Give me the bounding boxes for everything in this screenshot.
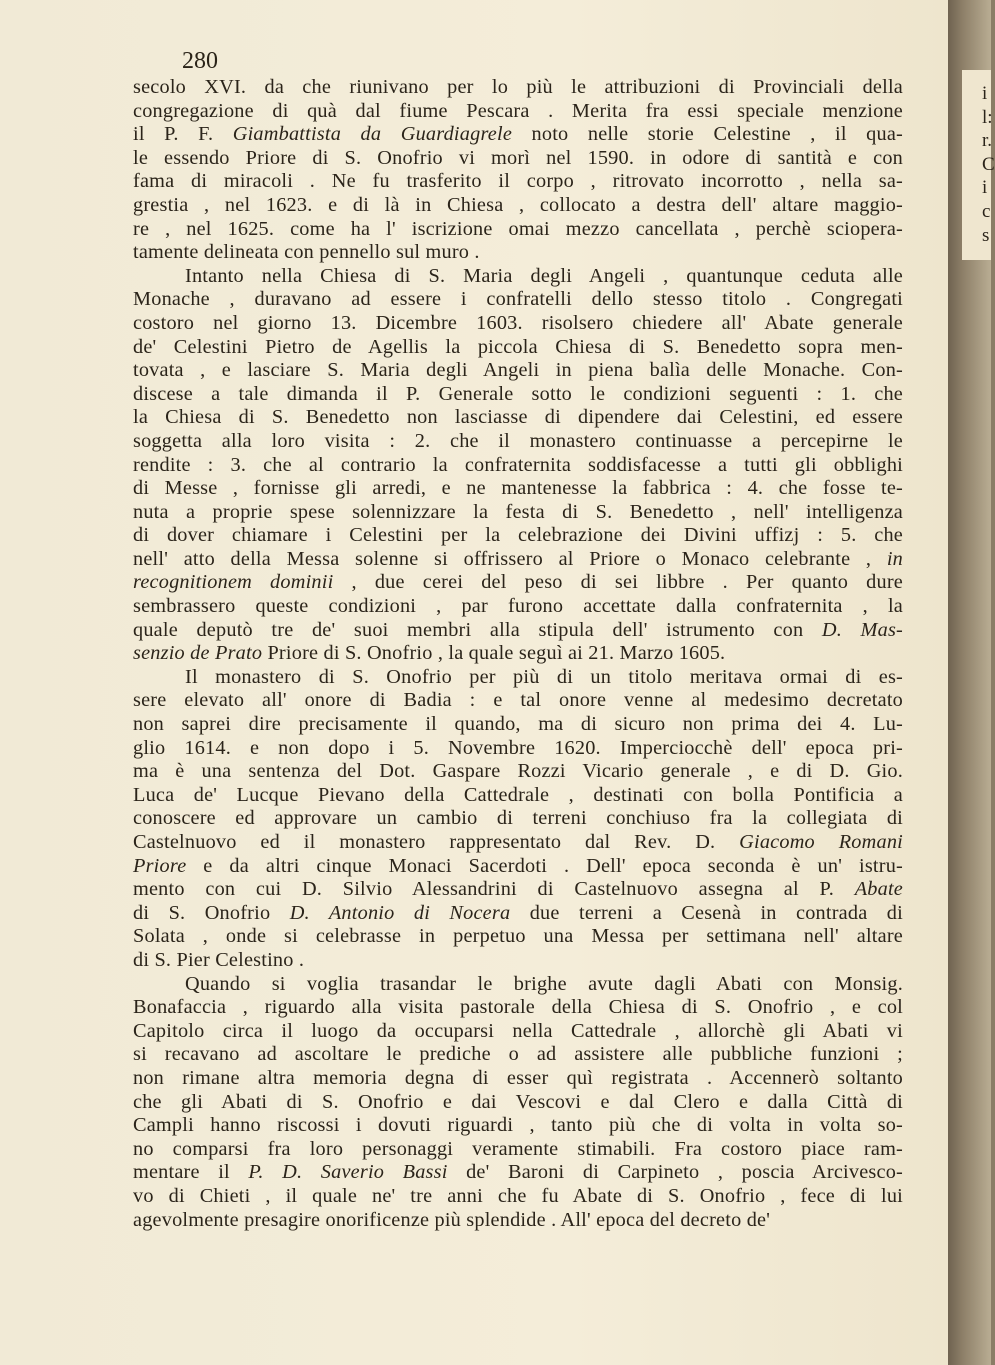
text-run: Bonafaccia , riguardo alla visita pastorale della Chiesa di S. Onofrio , e col bbox=[133, 996, 903, 1019]
text-line bbox=[133, 524, 903, 548]
text-line bbox=[133, 949, 903, 973]
text-run: vo di Chieti , il quale ne' tre anni che fu Abate di S. Onofrio , fece di lui bbox=[133, 1184, 903, 1207]
text-line bbox=[133, 147, 903, 171]
paragraph bbox=[133, 973, 903, 1233]
text-run: di S. Pier Celestino . bbox=[133, 948, 305, 971]
text-line bbox=[133, 454, 903, 478]
text-line bbox=[133, 1067, 903, 1091]
text-run: non rimane altra memoria degna di esser quì registrata . Accennerò soltanto bbox=[133, 1066, 903, 1089]
edge-letter: r. bbox=[982, 130, 993, 152]
text-line bbox=[133, 855, 903, 879]
text-line bbox=[133, 265, 903, 289]
text-line bbox=[133, 1091, 903, 1115]
edge-letter: i bbox=[982, 83, 988, 104]
text-run: re , nel 1625. come ha l' iscrizione omai mezzo cancellata , perchè sciopera- bbox=[133, 217, 903, 240]
italic-text: Priore bbox=[133, 854, 187, 877]
text-run: costoro nel giorno 13. Dicembre 1603. risolsero chiedere all' Abate generale bbox=[133, 311, 903, 334]
body-text bbox=[133, 76, 903, 1232]
text-run: , due cerei del peso di sei libbre . Per quanto dure bbox=[333, 571, 903, 594]
text-line bbox=[133, 1161, 903, 1185]
text-run: Campli hanno riscossi i dovuti riguardi , tanto più che di volta in volta so- bbox=[133, 1114, 903, 1137]
text-line bbox=[133, 76, 903, 100]
text-run: Monache , duravano ad essere i confratelli dello stesso titolo . Congregati bbox=[133, 288, 903, 311]
text-run: nell' atto della Messa solenne si offrissero al Priore o Monaco celebrante , bbox=[133, 547, 887, 570]
edge-letter: s bbox=[982, 224, 990, 246]
text-line bbox=[133, 831, 903, 855]
text-line bbox=[133, 123, 903, 147]
text-line bbox=[133, 784, 903, 808]
text-run: tamente delineata con pennello sul muro . bbox=[133, 241, 480, 264]
text-run: nuta a proprie spese solennizzare la festa di S. Benedetto , nell' intelligenza bbox=[133, 500, 903, 523]
italic-text: senzio de Prato bbox=[133, 642, 263, 665]
text-line bbox=[133, 713, 903, 737]
text-line bbox=[133, 1138, 903, 1162]
edge-letter: c bbox=[982, 200, 991, 222]
text-line bbox=[133, 642, 903, 666]
text-run: de' Celestini Pietro de Agellis la piccola Chiesa di S. Benedetto sopra men- bbox=[133, 335, 903, 358]
text-line bbox=[133, 807, 903, 831]
text-line bbox=[133, 595, 903, 619]
paragraph bbox=[133, 76, 903, 265]
text-line bbox=[133, 737, 903, 761]
text-line bbox=[133, 100, 903, 124]
text-run: il P. F. bbox=[133, 123, 233, 146]
text-line bbox=[133, 170, 903, 194]
text-run: si recavano ad ascoltare le prediche o ad assistere alle pubbliche funzioni ; bbox=[133, 1043, 903, 1066]
text-run: soggetta alla loro visita : 2. che il monastero continuasse a percepirne le bbox=[133, 429, 903, 452]
text-run: Priore di S. Onofrio , la quale seguì ai 21. Marzo 1605. bbox=[262, 642, 726, 665]
text-line bbox=[133, 359, 903, 383]
text-line bbox=[133, 902, 903, 926]
italic-text: Giambattista da Guardiagrele bbox=[232, 123, 513, 146]
italic-text: Abate bbox=[854, 878, 903, 901]
text-run: sere elevato all' onore di Badia : e tal onore venne al medesimo decretato bbox=[133, 689, 903, 712]
text-run: secolo XVI. da che riunivano per lo più le attribuzioni di Provinciali della bbox=[133, 76, 903, 98]
text-line bbox=[133, 336, 903, 360]
text-run: mento con cui D. Silvio Alessandrini di Castelnuovo assegna al P. bbox=[133, 878, 855, 901]
text-line bbox=[133, 1209, 903, 1233]
text-line bbox=[133, 760, 903, 784]
edge-letter: C bbox=[982, 153, 995, 175]
text-run: Capitolo circa il luogo da occuparsi nella Cattedrale , allorchè gli Abati vi bbox=[133, 1019, 903, 1042]
text-run: di S. Onofrio bbox=[133, 901, 290, 924]
text-run: de' Baroni di Carpineto , poscia Arcivesco- bbox=[447, 1161, 903, 1184]
text-run: che gli Abati di S. Onofrio e dai Vescovi e dal Clero e dalla Città di bbox=[133, 1090, 903, 1113]
text-run: Solata , onde si celebrasse in perpetuo una Messa per settimana nell' altare bbox=[133, 925, 903, 948]
text-line bbox=[133, 1185, 903, 1209]
text-line bbox=[133, 501, 903, 525]
text-run: tovata , e lasciare S. Maria degli Angeli in piena balìa delle Monache. Con- bbox=[133, 359, 903, 382]
text-run: quale deputò tre de' suoi membri alla stipula dell' istrumento con bbox=[133, 618, 822, 641]
paragraph bbox=[133, 666, 903, 973]
text-line bbox=[133, 666, 903, 690]
italic-text: Giacomo Romani bbox=[739, 831, 903, 853]
text-line bbox=[133, 312, 903, 336]
text-run: congregazione di quà dal fiume Pescara . Merita fra essi speciale menzione bbox=[133, 99, 903, 122]
text-run: Quando si voglia trasandar le brighe avute dagli Abati con Monsig. bbox=[185, 972, 903, 995]
text-line bbox=[133, 878, 903, 902]
text-run: conoscere ed approvare un cambio di terreni conchiuso fra la collegiata di bbox=[133, 807, 903, 830]
text-run: e da altri cinque Monaci Sacerdoti . Dell' epoca seconda è un' istru- bbox=[186, 854, 903, 877]
text-run: noto nelle storie Celestine , il qua- bbox=[512, 123, 903, 146]
text-run: agevolmente presagire onorificenze più splendide . All' epoca del decreto de' bbox=[133, 1208, 771, 1231]
text-run: di dover chiamare i Celestini per la celebrazione dei Divini uffizj : 5. che bbox=[133, 524, 903, 547]
text-run: sembrassero queste condizioni , par furono accettate dalla confraternita , la bbox=[133, 595, 903, 618]
text-run: due terreni a Cesenà in contrada di bbox=[510, 901, 903, 924]
text-line bbox=[133, 194, 903, 218]
text-run: ma è una sentenza del Dot. Gaspare Rozzi Vicario generale , e di D. Gio. bbox=[133, 760, 903, 783]
text-line bbox=[133, 288, 903, 312]
text-line bbox=[133, 1043, 903, 1067]
text-run: discese a tale dimanda il P. Generale sotto le condizioni seguenti : 1. che bbox=[133, 382, 903, 405]
text-run: Intanto nella Chiesa di S. Maria degli Angeli , quantunque ceduta alle bbox=[185, 264, 903, 287]
text-run: no comparsi fra loro personaggi veramente stimabili. Fra costoro piace ram- bbox=[133, 1137, 903, 1160]
facing-page-letters bbox=[982, 82, 995, 247]
text-line bbox=[133, 1020, 903, 1044]
text-line bbox=[133, 689, 903, 713]
text-run: glio 1614. e non dopo i 5. Novembre 1620. Imperciocchè dell' epoca pri- bbox=[133, 736, 903, 759]
text-run: la Chiesa di S. Benedetto non lasciasse di dipendere dai Celestini, ed essere bbox=[133, 406, 903, 429]
text-line bbox=[133, 430, 903, 454]
italic-text: D. Antonio di Nocera bbox=[289, 901, 511, 924]
text-run: Castelnuovo ed il monastero rappresentato dal Rev. D. bbox=[133, 831, 740, 853]
text-line bbox=[133, 218, 903, 242]
text-run: le essendo Priore di S. Onofrio vi morì nel 1590. in odore di santità e con bbox=[133, 146, 903, 169]
text-line bbox=[133, 477, 903, 501]
text-line bbox=[133, 973, 903, 997]
text-run: mentare il bbox=[133, 1161, 249, 1184]
text-run: di Messe , fornisse gli arredi, e ne mantenesse la fabbrica : 4. che fosse te- bbox=[133, 477, 903, 500]
italic-text: P. D. Saverio Bassi bbox=[248, 1161, 448, 1184]
italic-text: in bbox=[886, 547, 903, 570]
paragraph bbox=[133, 265, 903, 666]
text-run: non saprei dire precisamente il quando, ma di sicuro non prima dei 4. Lu- bbox=[133, 713, 903, 736]
text-run: rendite : 3. che al contrario la confraternita soddisfacesse a tutti gli obblighi bbox=[133, 453, 903, 476]
italic-text: D. Mas- bbox=[821, 618, 903, 641]
page-number: 280 bbox=[182, 48, 218, 74]
text-line bbox=[133, 406, 903, 430]
text-run: Luca de' Lucque Pievano della Cattedrale , destinati con bolla Pontificia a bbox=[133, 783, 903, 806]
text-line bbox=[133, 1114, 903, 1138]
text-line bbox=[133, 619, 903, 643]
text-line bbox=[133, 548, 903, 572]
text-run: fama di miracoli . Ne fu trasferito il corpo , ritrovato incorrotto , nella sa- bbox=[133, 170, 903, 193]
text-run: grestia , nel 1623. e di là in Chiesa , collocato a destra dell' altare maggio- bbox=[133, 193, 903, 216]
text-run: Il monastero di S. Onofrio per più di un titolo meritava ormai di es- bbox=[185, 665, 903, 688]
text-line bbox=[133, 383, 903, 407]
text-line bbox=[133, 996, 903, 1020]
edge-letter: i bbox=[982, 177, 988, 199]
edge-letter: l: bbox=[982, 106, 993, 128]
italic-text: recognitionem dominii bbox=[133, 571, 334, 594]
text-line bbox=[133, 925, 903, 949]
text-line bbox=[133, 241, 903, 265]
text-line bbox=[133, 571, 903, 595]
